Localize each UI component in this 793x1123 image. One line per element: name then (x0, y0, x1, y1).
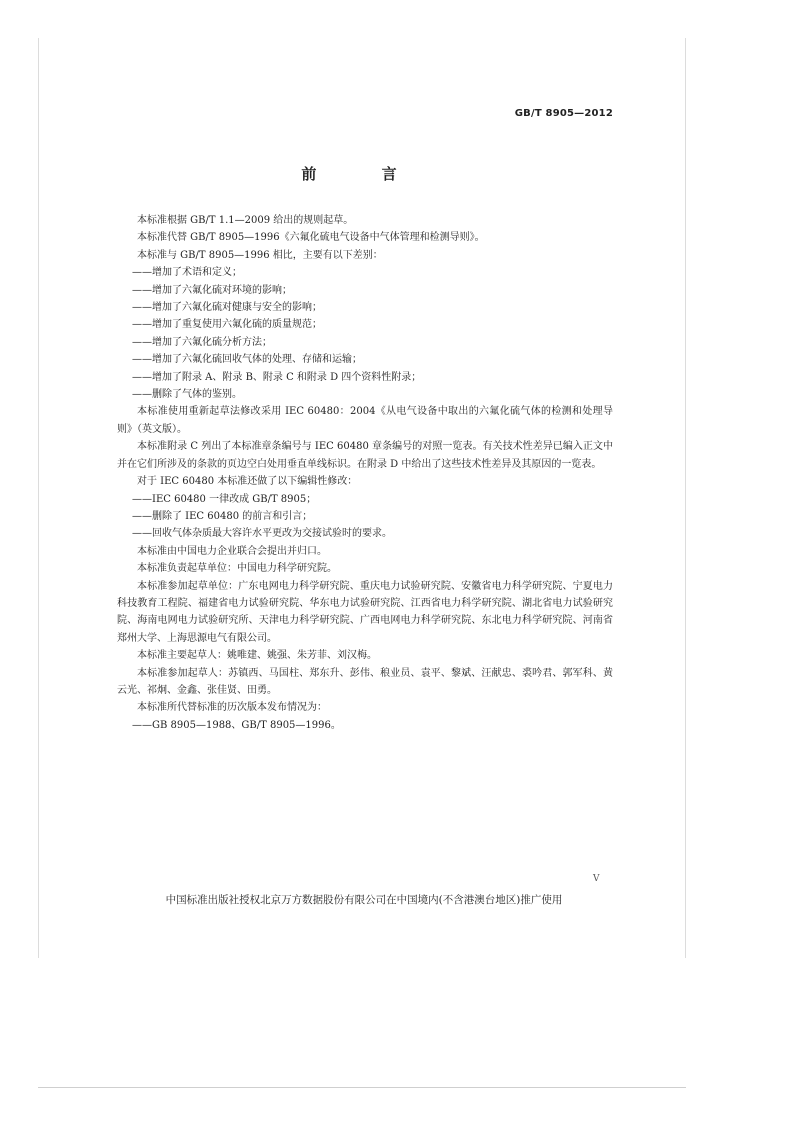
list-item: ——删除了气体的鉴别。 (132, 389, 242, 401)
paragraph: 本标准所代替标准的历次版本发布情况为： (137, 702, 327, 714)
footer-license-notice: 中国标准出版社授权北京万方数据股份有限公司在中国境内(不含港澳台地区)推广使用 (165, 894, 563, 906)
paragraph: 本标准参加起草单位：广东电网电力科学研究院、重庆电力试验研究院、安徽省电力科学研究院、宁夏电力科技教育工程院、福建省电力试验研究院、华东电力试验研究院、江西省电力科学研究院、湖北省电力试验研究院、海南电网电力试验研究所、天津电力科学研究院、广西电网电力科学研究院、东北电力科学研究院、河南省郑州大学、上海思源电气有限公司。 (117, 580, 613, 644)
paragraph: 对于 IEC 60480 本标准还做了以下编辑性修改： (137, 476, 358, 488)
list-item: ——增加了六氟化硫对健康与安全的影响； (132, 302, 322, 314)
paragraph: 本标准根据 GB/T 1.1—2009 给出的规则起草。 (137, 215, 354, 226)
list-item: ——IEC 60480 一律改成 GB/T 8905； (132, 493, 317, 505)
list-item: ——GB 8905—1988、GB/T 8905—1996。 (132, 719, 341, 731)
page-title: 前 言 (301, 165, 427, 183)
page-divider-bottom (38, 1087, 686, 1088)
list-item: ——回收气体杂质最大容许水平更改为交接试验时的要求。 (132, 528, 392, 540)
foreword-body (117, 212, 613, 734)
list-item: ——增加了重复使用六氟化硫的质量规范； (132, 319, 322, 331)
paragraph: 本标准负责起草单位：中国电力科学研究院。 (137, 563, 337, 575)
list-item: ——增加了六氟化硫对环境的影响； (132, 284, 292, 296)
list-item: ——增加了附录 A、附录 B、附录 C 和附录 D 四个资料性附录； (132, 371, 422, 383)
list-item: ——增加了术语和定义； (132, 267, 242, 279)
list-item: ——删除了 IEC 60480 的前言和引言； (132, 510, 313, 522)
paragraph: 本标准由中国电力企业联合会提出并归口。 (137, 545, 327, 557)
paragraph: 本标准与 GB/T 8905—1996 相比，主要有以下差别： (137, 249, 383, 261)
paragraph: 本标准代替 GB/T 8905—1996《六氟化硫电气设备中气体管理和检测导则》。 (137, 232, 485, 244)
paragraph: 本标准主要起草人：姚唯建、姚强、朱芳菲、刘汉梅。 (137, 650, 377, 662)
paragraph: 本标准附录 C 列出了本标准章条编号与 IEC 60480 章条编号的对照一览表。有关技术性差异已编入正文中并在它们所涉及的条款的页边空白处用垂直单线标识。在附录 D 中给出了这些技术性差异及其原因的一览表。 (117, 441, 613, 470)
paragraph: 本标准参加起草人：苏镇西、马国柱、郑东升、彭伟、稂业员、袁平、黎斌、汪献忠、裘吟君、郭军科、黄云光、祁炯、金鑫、张佳贤、田勇。 (117, 667, 613, 696)
page-number: V (593, 874, 600, 884)
standard-code: GB/T 8905—2012 (514, 108, 613, 119)
list-item: ——增加了六氟化硫分析方法； (132, 336, 272, 348)
list-item: ——增加了六氟化硫回收气体的处理、存储和运输； (132, 354, 362, 366)
paragraph: 本标准使用重新起草法修改采用 IEC 60480：2004《从电气设备中取出的六氟化硫气体的检测和处理导则》（英文版）。 (117, 406, 613, 435)
